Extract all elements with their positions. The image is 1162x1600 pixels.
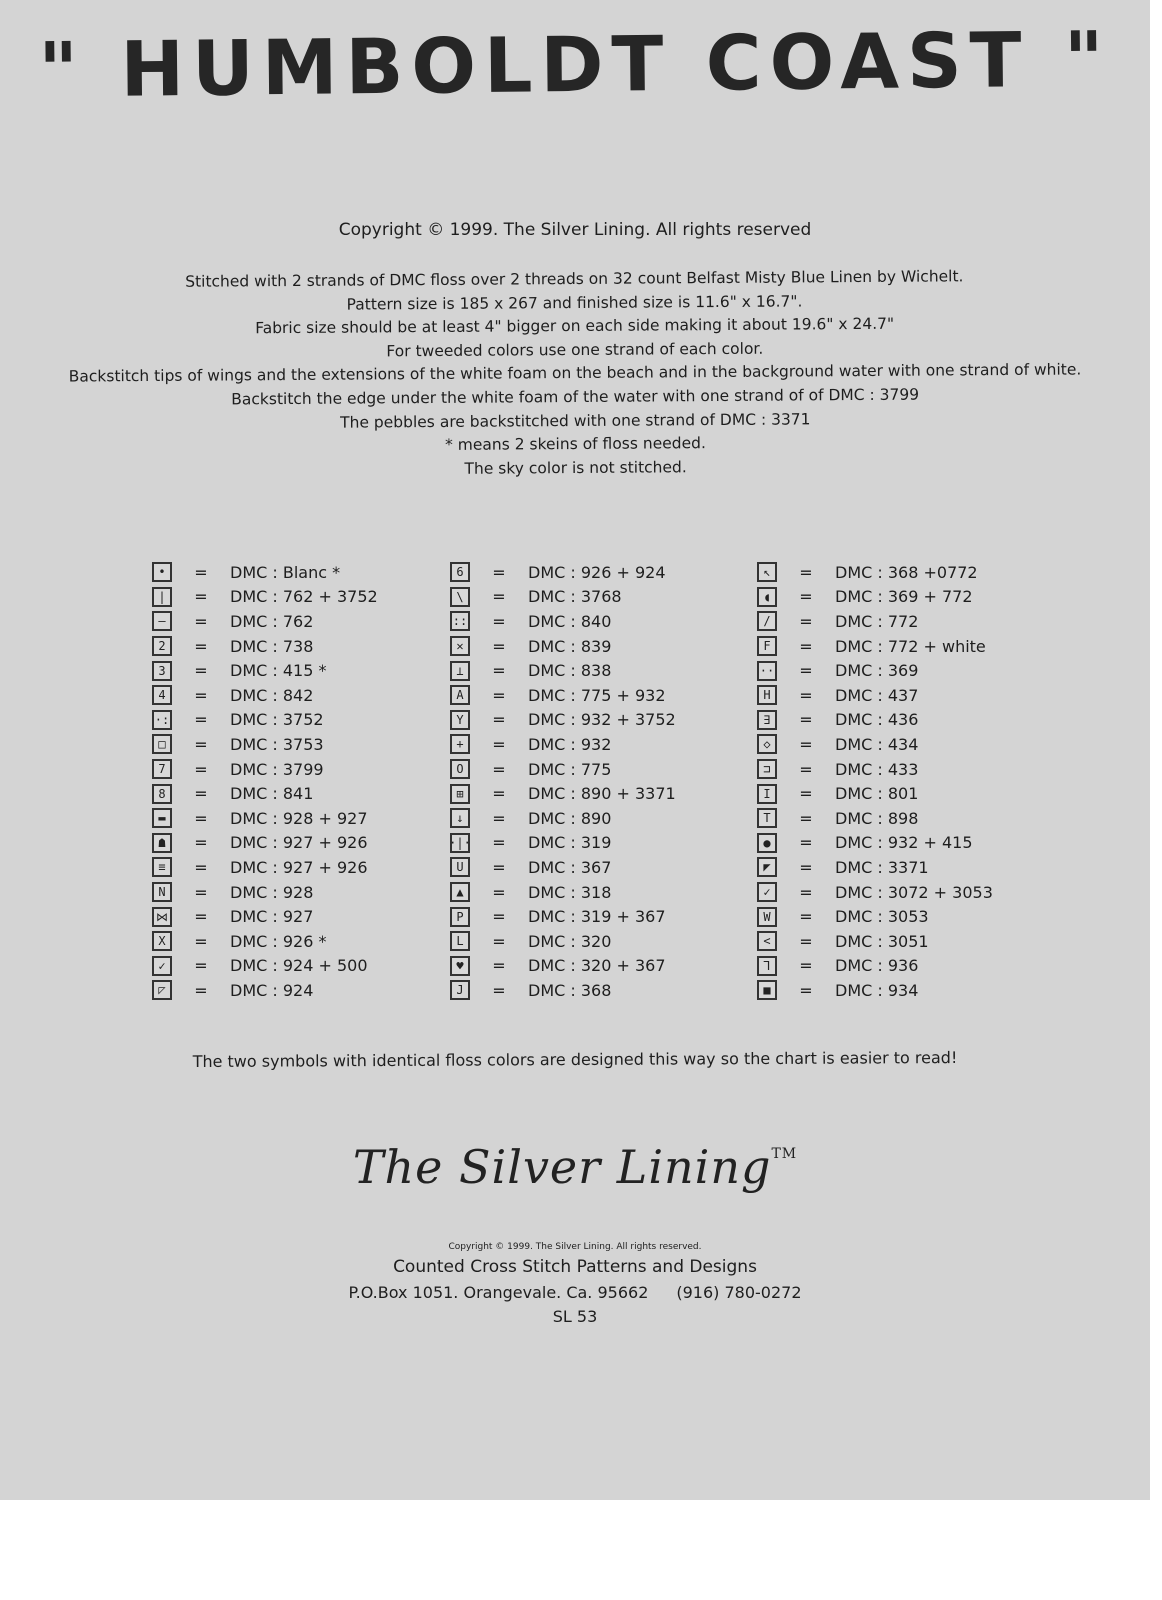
silver-lining-logo [0, 1140, 1150, 1194]
legend-row [450, 708, 750, 733]
equals-sign: = [194, 611, 208, 631]
stitch-symbol: T [757, 808, 777, 828]
instruction-line: Pattern size is 185 x 267 and finished size is 11.6" x 16.7". [346, 292, 803, 314]
stitch-symbol: ◤ [757, 857, 777, 877]
equals-sign: = [492, 857, 506, 877]
floss-color: DMC : 842 [230, 685, 314, 705]
stitch-symbol: F [757, 636, 777, 656]
stitch-symbol: H [757, 685, 777, 705]
legend-row [450, 880, 750, 905]
equals-sign: = [194, 685, 208, 705]
equals-sign: = [194, 587, 208, 607]
floss-color: DMC : 369 + 772 [835, 587, 973, 607]
stitch-symbol: / [757, 611, 777, 631]
stitch-symbol: ⊞ [450, 784, 470, 804]
equals-sign: = [799, 685, 813, 705]
equals-sign: = [194, 833, 208, 853]
stitch-symbol: ·|· [450, 833, 470, 853]
equals-sign: = [799, 833, 813, 853]
stitch-symbol: ·· [757, 661, 777, 681]
legend-row [757, 757, 1057, 782]
equals-sign: = [492, 636, 506, 656]
stitch-symbol: ⊥ [450, 661, 470, 681]
floss-color: DMC : 772 + white [835, 636, 986, 656]
equals-sign: = [799, 931, 813, 951]
equals-sign: = [799, 759, 813, 779]
equals-sign: = [799, 611, 813, 631]
floss-color: DMC : 368 +0772 [835, 562, 978, 582]
equals-sign: = [799, 808, 813, 828]
floss-color: DMC : 801 [835, 784, 919, 804]
equals-sign: = [492, 759, 506, 779]
floss-color: DMC : 3051 [835, 931, 929, 951]
stitch-symbol: :: [450, 611, 470, 631]
legend-row [450, 757, 750, 782]
equals-sign: = [492, 833, 506, 853]
legend-row [152, 880, 452, 905]
floss-color: DMC : Blanc * [230, 562, 341, 582]
floss-color: DMC : 415 * [230, 661, 327, 681]
stitch-symbol: ↓ [450, 808, 470, 828]
equals-sign: = [492, 980, 506, 1000]
equals-sign: = [799, 710, 813, 730]
logo-text: The Silver Lining [352, 1140, 772, 1194]
equals-sign: = [194, 562, 208, 582]
legend-row [152, 831, 452, 856]
equals-sign: = [492, 587, 506, 607]
floss-color: DMC : 772 [835, 611, 919, 631]
instructions [0, 264, 1151, 484]
floss-color: DMC : 775 [528, 759, 612, 779]
equals-sign: = [799, 636, 813, 656]
stitch-symbol: W [757, 907, 777, 927]
legend-row [152, 954, 452, 979]
legend-row [152, 560, 452, 585]
legend-row [152, 683, 452, 708]
floss-color: DMC : 436 [835, 710, 919, 730]
legend-column-3 [757, 560, 1057, 1003]
legend-row [152, 585, 452, 610]
floss-color: DMC : 437 [835, 685, 919, 705]
legend-row [152, 658, 452, 683]
stitch-symbol: N [152, 882, 172, 902]
equals-sign: = [194, 759, 208, 779]
floss-color: DMC : 3053 [835, 907, 929, 927]
floss-color: DMC : 927 + 926 [230, 833, 368, 853]
legend-row [757, 708, 1057, 733]
stitch-symbol: + [450, 734, 470, 754]
legend-row [450, 831, 750, 856]
stitch-symbol: ✕ [450, 636, 470, 656]
equals-sign: = [492, 784, 506, 804]
legend-row [450, 560, 750, 585]
stitch-symbol: ☗ [152, 833, 172, 853]
equals-sign: = [492, 907, 506, 927]
stitch-symbol: ◇ [757, 734, 777, 754]
equals-sign: = [492, 931, 506, 951]
legend-row [757, 609, 1057, 634]
stitch-symbol: ♥ [450, 956, 470, 976]
legend-row [757, 781, 1057, 806]
stitch-symbol: ▲ [450, 882, 470, 902]
legend-row [152, 806, 452, 831]
legend-row [450, 609, 750, 634]
equals-sign: = [492, 956, 506, 976]
instruction-line: Fabric size should be at least 4" bigger on each side making it about 19.6" x 24.7" [255, 314, 895, 338]
floss-color: DMC : 318 [528, 882, 612, 902]
legend-row [757, 585, 1057, 610]
floss-color: DMC : 927 [230, 907, 314, 927]
equals-sign: = [799, 587, 813, 607]
instruction-line: For tweeded colors use one strand of each color. [386, 339, 764, 361]
floss-color: DMC : 3799 [230, 759, 324, 779]
stitch-symbol: 2 [152, 636, 172, 656]
legend-row [757, 978, 1057, 1003]
legend-row [757, 954, 1057, 979]
floss-color: DMC : 367 [528, 857, 612, 877]
equals-sign: = [194, 980, 208, 1000]
equals-sign: = [492, 808, 506, 828]
stitch-symbol: Y [450, 710, 470, 730]
floss-color: DMC : 932 [528, 734, 612, 754]
legend-row [450, 954, 750, 979]
stitch-symbol: 6 [450, 562, 470, 582]
legend-row [152, 732, 452, 757]
legend-row [152, 929, 452, 954]
stitch-symbol: • [152, 562, 172, 582]
legend-row [450, 978, 750, 1003]
legend-row [757, 831, 1057, 856]
floss-color: DMC : 775 + 932 [528, 685, 666, 705]
legend-row [450, 585, 750, 610]
legend-row [757, 880, 1057, 905]
floss-color: DMC : 433 [835, 759, 919, 779]
equals-sign: = [799, 956, 813, 976]
equals-sign: = [799, 980, 813, 1000]
equals-sign: = [492, 882, 506, 902]
stitch-symbol: ✓ [757, 882, 777, 902]
footer-tagline: Counted Cross Stitch Patterns and Designs [393, 1257, 757, 1277]
publisher-footer [0, 1240, 1150, 1328]
equals-sign: = [492, 734, 506, 754]
legend-row [450, 929, 750, 954]
legend-row [152, 781, 452, 806]
stitch-symbol: ● [757, 833, 777, 853]
floss-color: DMC : 934 [835, 980, 919, 1000]
floss-color: DMC : 841 [230, 784, 314, 804]
legend-row [450, 634, 750, 659]
stitch-symbol: | [152, 587, 172, 607]
floss-color: DMC : 738 [230, 636, 314, 656]
legend-column-2 [450, 560, 750, 1003]
stitch-symbol: \ [450, 587, 470, 607]
equals-sign: = [799, 661, 813, 681]
footer-phone: (916) 780-0272 [676, 1283, 802, 1302]
equals-sign: = [194, 636, 208, 656]
stitch-symbol: ✓ [152, 956, 172, 976]
stitch-symbol: J [450, 980, 470, 1000]
pattern-code: SL 53 [552, 1307, 598, 1326]
stitch-symbol: O [450, 759, 470, 779]
instruction-line: * means 2 skeins of floss needed. [445, 434, 706, 455]
equals-sign: = [194, 857, 208, 877]
floss-color: DMC : 840 [528, 611, 612, 631]
legend-row [757, 634, 1057, 659]
equals-sign: = [194, 907, 208, 927]
equals-sign: = [799, 734, 813, 754]
instruction-line: Stitched with 2 strands of DMC floss over 2 threads on 32 count Belfast Misty Blue Linen by Wichelt. [185, 267, 964, 291]
legend-footnote: The two symbols with identical floss colors are designed this way so the chart is easier to read! [192, 1047, 958, 1072]
floss-color: DMC : 890 [528, 808, 612, 828]
legend-column-1 [152, 560, 452, 1003]
legend-row [757, 560, 1057, 585]
instruction-line: The sky color is not stitched. [464, 457, 687, 478]
footer-copyright: Copyright © 1999. The Silver Lining. All rights reserved. [448, 1242, 702, 1252]
equals-sign: = [492, 710, 506, 730]
legend-row [757, 855, 1057, 880]
floss-color: DMC : 3753 [230, 734, 324, 754]
legend-row [757, 658, 1057, 683]
floss-color: DMC : 926 * [230, 931, 327, 951]
floss-color: DMC : 369 [835, 661, 919, 681]
legend-row [450, 683, 750, 708]
stitch-symbol: ↖ [757, 562, 777, 582]
stitch-symbol: ⋈ [152, 907, 172, 927]
floss-color: DMC : 319 + 367 [528, 907, 666, 927]
footer-contact [0, 1280, 1150, 1306]
equals-sign: = [799, 562, 813, 582]
floss-color: DMC : 936 [835, 956, 919, 976]
floss-color: DMC : 762 [230, 611, 314, 631]
equals-sign: = [492, 611, 506, 631]
trademark-mark: TM [771, 1146, 798, 1162]
stitch-symbol: ·: [152, 710, 172, 730]
legend-row [450, 855, 750, 880]
floss-color: DMC : 762 + 3752 [230, 587, 378, 607]
floss-color: DMC : 838 [528, 661, 612, 681]
equals-sign: = [799, 857, 813, 877]
floss-color: DMC : 3768 [528, 587, 622, 607]
stitch-symbol: A [450, 685, 470, 705]
stitch-symbol: ■ [757, 980, 777, 1000]
stitch-symbol: ∃ [757, 710, 777, 730]
legend-row [152, 634, 452, 659]
floss-color: DMC : 926 + 924 [528, 562, 666, 582]
instruction-line: The pebbles are backstitched with one strand of DMC : 3371 [340, 409, 811, 432]
equals-sign: = [194, 882, 208, 902]
floss-color: DMC : 320 + 367 [528, 956, 666, 976]
footer-address: P.O.Box 1051. Orangevale. Ca. 95662 [348, 1283, 649, 1302]
stitch-symbol: L [450, 931, 470, 951]
floss-color: DMC : 319 [528, 833, 612, 853]
legend-row [757, 929, 1057, 954]
floss-color: DMC : 3371 [835, 857, 929, 877]
stitch-symbol: I [757, 784, 777, 804]
legend-row [152, 855, 452, 880]
floss-color: DMC : 368 [528, 980, 612, 1000]
legend-row [152, 708, 452, 733]
legend-row [450, 781, 750, 806]
floss-color: DMC : 3752 [230, 710, 324, 730]
legend-row [450, 732, 750, 757]
equals-sign: = [799, 882, 813, 902]
equals-sign: = [194, 784, 208, 804]
floss-color: DMC : 928 [230, 882, 314, 902]
equals-sign: = [492, 661, 506, 681]
stitch-symbol: □ [152, 734, 172, 754]
equals-sign: = [799, 784, 813, 804]
floss-color: DMC : 932 + 415 [835, 833, 973, 853]
floss-color: DMC : 927 + 926 [230, 857, 368, 877]
floss-color: DMC : 890 + 3371 [528, 784, 676, 804]
legend-row [757, 806, 1057, 831]
floss-color: DMC : 898 [835, 808, 919, 828]
stitch-symbol: X [152, 931, 172, 951]
equals-sign: = [194, 808, 208, 828]
legend-row [152, 757, 452, 782]
stitch-symbol: P [450, 907, 470, 927]
equals-sign: = [194, 710, 208, 730]
equals-sign: = [194, 661, 208, 681]
floss-color: DMC : 928 + 927 [230, 808, 368, 828]
stitch-symbol: U [450, 857, 470, 877]
equals-sign: = [492, 685, 506, 705]
legend-row [450, 904, 750, 929]
equals-sign: = [194, 956, 208, 976]
equals-sign: = [194, 734, 208, 754]
floss-color: DMC : 434 [835, 734, 919, 754]
stitch-symbol: 8 [152, 784, 172, 804]
stitch-symbol: 7 [152, 759, 172, 779]
legend-row [757, 904, 1057, 929]
equals-sign: = [194, 931, 208, 951]
floss-color: DMC : 3072 + 3053 [835, 882, 993, 902]
copyright-line: Copyright © 1999. The Silver Lining. All rights reserved [338, 220, 812, 240]
legend-row [450, 658, 750, 683]
legend-row [152, 978, 452, 1003]
stitch-symbol: 3 [152, 661, 172, 681]
stitch-symbol: — [152, 611, 172, 631]
floss-color: DMC : 932 + 3752 [528, 710, 676, 730]
floss-color: DMC : 924 + 500 [230, 956, 368, 976]
stitch-symbol: ⅂ [757, 956, 777, 976]
stitch-symbol: 4 [152, 685, 172, 705]
legend-row [757, 683, 1057, 708]
stitch-symbol: ≡ [152, 857, 172, 877]
pattern-title: " HUMBOLDT COAST " [37, 14, 1113, 115]
legend-row [757, 732, 1057, 757]
equals-sign: = [799, 907, 813, 927]
legend-row [152, 609, 452, 634]
equals-sign: = [492, 562, 506, 582]
stitch-symbol: ◸ [152, 980, 172, 1000]
legend-row [450, 806, 750, 831]
floss-color: DMC : 320 [528, 931, 612, 951]
legend-row [152, 904, 452, 929]
floss-color: DMC : 839 [528, 636, 612, 656]
stitch-symbol: < [757, 931, 777, 951]
instruction-line: Backstitch the edge under the white foam of the water with one strand of of DMC : 3799 [231, 385, 920, 409]
stitch-symbol: ◖ [757, 587, 777, 607]
stitch-symbol: ▬ [152, 808, 172, 828]
floss-color: DMC : 924 [230, 980, 314, 1000]
instruction-line: Backstitch tips of wings and the extensions of the white foam on the beach and in the background water with one strand of white. [68, 360, 1082, 386]
stitch-symbol: ⊐ [757, 759, 777, 779]
